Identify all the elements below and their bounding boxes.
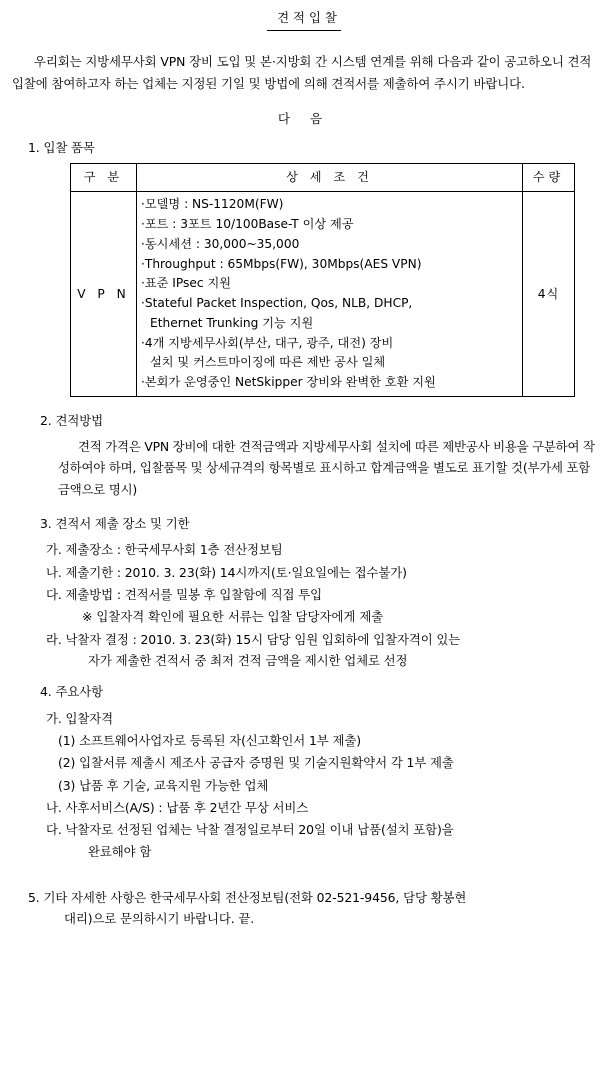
spacer (12, 401, 596, 409)
list-item-cont: 완료해야 함 (88, 843, 152, 859)
detail-line-cont: Ethernet Trunking 기능 지원 (150, 315, 314, 330)
section-5-label: 5. 기타 자세한 사항은 한국세무사회 전산정보팀(전화 02-521-9456, 담당 황봉현 (28, 889, 467, 905)
section-1-title: 1. 입찰 품목 (28, 140, 95, 156)
list-item-label: 라. 낙찰자 결정 : 2010. 3. 23(화) 15시 담당 임원 입회하에 입찰자격이 있는 (46, 631, 461, 647)
list-item: 나. 사후서비스(A/S) : 납품 후 2년간 무상 서비스 (46, 799, 309, 815)
section-3-title: 3. 견적서 제출 장소 및 기한 (40, 516, 190, 532)
detail-line: ·포트 : 3포트 10/100Base-T 이상 제공 (141, 217, 354, 232)
detail-line-cont: 설치 및 커스트마이징에 따른 제반 공사 일체 (150, 355, 386, 370)
list-item (12, 819, 596, 862)
section-4-title: 4. 주요사항 (40, 684, 103, 700)
spacer (12, 863, 596, 877)
list-item: 가. 입찰자격 (46, 710, 114, 726)
detail-line: ·Stateful Packet Inspection, Qos, NLB, DHCP, (141, 296, 413, 311)
table-header-gubun: 구 분 (71, 164, 137, 192)
sub-list-item: (3) 납품 후 기술, 교육지원 가능한 업체 (58, 777, 269, 793)
section-2-title: 2. 견적방법 (40, 412, 103, 428)
section-2-body: 견적 가격은 VPN 장비에 대한 견적금액과 지방세무사회 설치에 따른 제반공사 비용을 구분하여 작성하여야 하며, 입찰품목 및 상세규격의 항목별로 표시하고 합계금액을 별도로 표기할 것(부가세 포함 금액으로 명시) (58, 439, 595, 497)
cell-qty: 4식 (523, 192, 575, 397)
list-item-label: 다. 낙찰자로 선정된 업체는 낙찰 결정일로부터 20일 이내 납품(설치 포함)을 (46, 822, 454, 838)
table-header-qty: 수량 (523, 164, 575, 192)
sub-list-item: (2) 입찰서류 제출시 제조사 공급자 증명원 및 기술지원확약서 각 1부 제출 (58, 755, 454, 771)
list-item-note: ※ 입찰자격 확인에 필요한 서류는 입찰 담당자에게 제출 (82, 609, 384, 625)
detail-line: ·모델명 : NS-1120M(FW) (141, 197, 284, 212)
list-item: 가. 제출장소 : 한국세무사회 1층 전산정보팀 (46, 542, 283, 558)
spacer (12, 672, 596, 680)
table-header-row (71, 164, 575, 192)
detail-line: ·4개 지방세무사회(부산, 대구, 광주, 대전) 장비 (141, 335, 394, 350)
title-container (12, 8, 596, 31)
detail-line: ·동시세션 : 30,000~35,000 (141, 236, 300, 251)
intro-paragraph: 우리회는 지방세무사회 VPN 장비 도입 및 본·지방회 간 시스템 연계를 위해 다음과 같이 공고하오니 견적입찰에 참여하고자 하는 업체는 지정된 기일 및 방법에 의해 견적서를 제출하여 주시기 바랍니다. (12, 54, 592, 91)
cell-gubun: V P N (71, 192, 137, 397)
detail-line: ·표준 IPsec 지원 (141, 276, 231, 291)
table-header-detail: 상 세 조 건 (137, 164, 523, 192)
list-item (12, 629, 596, 672)
section-5 (12, 887, 596, 930)
page-title: 견 적 입 찰 (267, 8, 341, 31)
list-item: 나. 제출기한 : 2010. 3. 23(화) 14시까지(토·일요일에는 접수불가) (46, 564, 407, 580)
list-item-cont: 자가 제출한 견적서 중 최저 견적 금액을 제시한 업체로 선정 (88, 652, 408, 668)
daeum-label: 다 음 (277, 110, 331, 126)
cell-detail (137, 192, 523, 397)
spec-table (70, 163, 575, 397)
section-5-cont: 대리)으로 문의하시기 바랍니다. 끝. (64, 911, 255, 927)
list-item: 다. 제출방법 : 견적서를 밀봉 후 입찰함에 직접 투입 (46, 587, 323, 602)
detail-line: ·본회가 운영중인 NetSkipper 장비와 완벽한 호환 지원 (141, 375, 436, 390)
detail-line: ·Throughput : 65Mbps(FW), 30Mbps(AES VPN) (141, 256, 422, 271)
spacer (12, 504, 596, 512)
table-row (71, 192, 575, 397)
sub-list-item: (1) 소프트웨어사업자로 등록된 자(신고확인서 1부 제출) (58, 732, 361, 748)
